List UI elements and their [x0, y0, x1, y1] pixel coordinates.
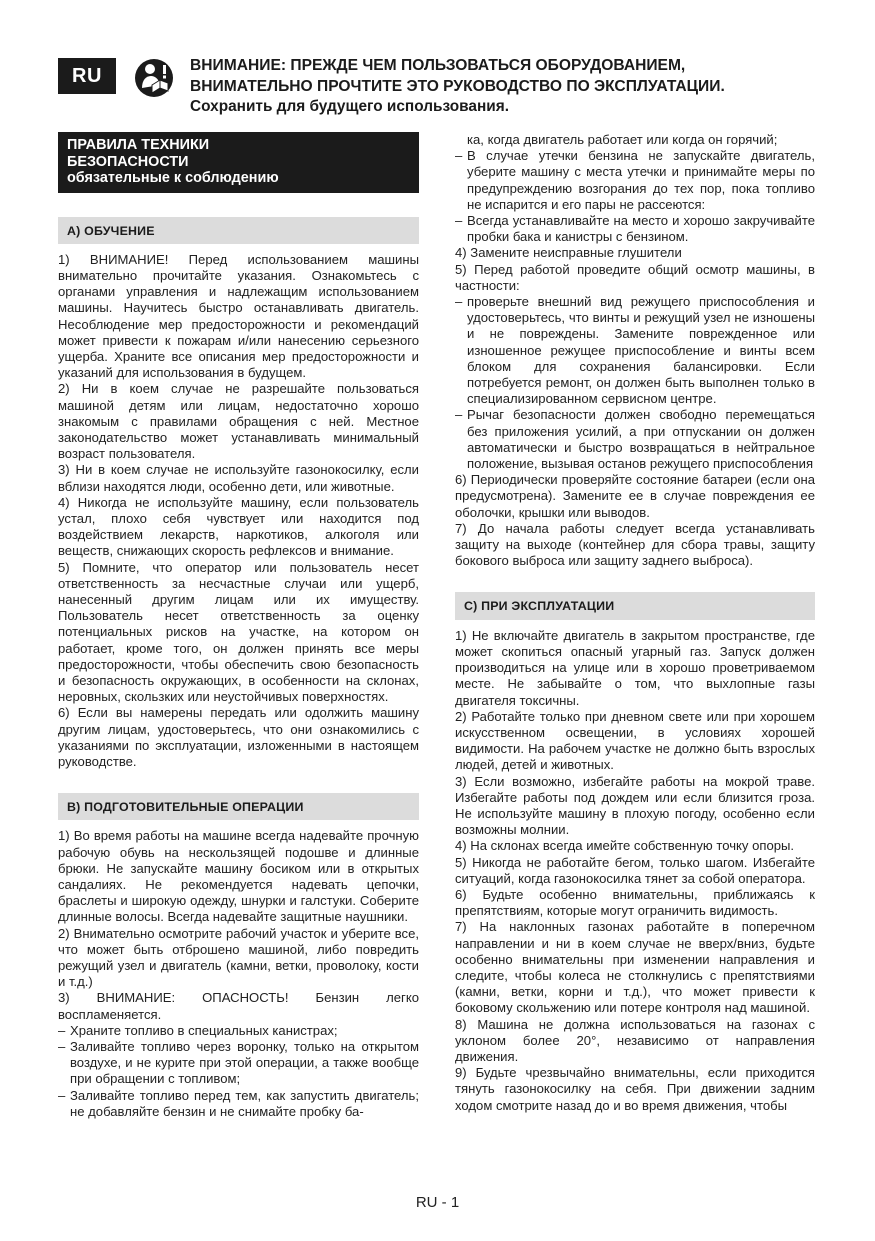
dash-item-b5-1: – проверьте внешний вид режущего приспособления и удостоверьтесь, что винты и режущий узел не изношены и не повреждены. Замените поврежденное или изношенное режущее приспособление и винты всем блоком для сохранения балансировки. Если потребуется ремонт, он должен быть выполнен только в специализированном сервисном центре. — [455, 294, 815, 407]
warning-line-3: Сохранить для будущего использования. — [190, 98, 509, 115]
warning-line-1: ВНИМАНИЕ: ПРЕЖДЕ ЧЕМ ПОЛЬЗОВАТЬСЯ ОБОРУДОВАНИЕМ, — [190, 57, 686, 74]
paragraph-c6: 6) Будьте особенно внимательны, приближаясь к препятствиям, которые могут ограничить видимость. — [455, 886, 815, 919]
paragraph-b2: 2) Внимательно осмотрите рабочий участок и уберите все, что может быть отброшено машиной, либо повредить режущий узел и двигатель (камни, ветки, проволоку, кости и т.д.) — [58, 925, 419, 990]
paragraph-c7: 7) На наклонных газонах работайте в поперечном направлении и ни в коем случае не вверх/вниз, будьте особенно внимательны при изменении направления и следите, чтобы колеса не столкнулись с препятствиями (камни, ветки, корни и т.д.), что может привести к боковому скольжению или потере контроля над машиной. — [455, 919, 815, 1016]
paragraph-c5: 5) Никогда не работайте бегом, только шагом. Избегайте ситуаций, когда газонокосилка тянет за собой оператора. — [455, 854, 815, 886]
warning-header — [190, 56, 830, 118]
safety-rules-title — [58, 132, 419, 193]
warning-line-2: ВНИМАТЕЛЬНО ПРОЧТИТЕ ЭТО РУКОВОДСТВО ПО ЭКСПЛУАТАЦИИ. — [190, 77, 725, 95]
paragraph-c4: 4) На склонах всегда имейте собственную точку опоры. — [455, 838, 795, 854]
right-column — [455, 132, 815, 1114]
paragraph-b4: 4) Замените неисправные глушители — [455, 245, 682, 261]
paragraph-a6: 6) Если вы намерены передать или одолжить машину другим лицам, удостоверьтесь, что они ознакомились с указаниями по эксплуатации, изложенными в настоящем руководстве. — [58, 705, 419, 769]
continued-text: ка, когда двигатель работает или когда он горячий; — [467, 132, 778, 147]
section-b-heading: B) ПОДГОТОВИТЕЛЬНЫЕ ОПЕРАЦИИ — [58, 793, 419, 820]
paragraph-a2: 2) Ни в коем случае не разрешайте пользоваться машиной детям или лицам, недостаточно хорошо знакомым с правилами обращения с ней. Местное законодательство может устанавливать минимальный возраст пользователя. — [58, 381, 419, 462]
dash-item-b3-1: – Храните топливо в специальных канистрах; — [58, 1023, 419, 1039]
paragraph-a4: 4) Никогда не используйте машину, если пользователь устал, плохо себя чувствует или находится под воздействием лекарств, наркотиков, алкоголя или веществ, снижающих скорость рефлексов и внимание. — [58, 494, 419, 559]
paragraph-c1: 1) Не включайте двигатель в закрытом пространстве, где может скопиться опасный угарный газ. Запуск должен производиться на улице или в хорошо проветриваемом месте. Не забывайте о том, что выхлопные газы двигателя токсичны. — [455, 627, 815, 708]
paragraph-a5: 5) Помните, что оператор или пользователь несет ответственность за несчастные случаи или ущерб, нанесенный другим лицам или их имуществу. Пользователь несет ответственность за оценку потенциальных рисков на участке, на котором он работает, кроме того, он должен принять все меры предосторожности, чтобы обеспечить свою безопасность и безопасность окружающих, в особенности на склонах, неровных, скользких или неустойчивых поверхностях. — [58, 559, 419, 705]
paragraph-b3: 3) ВНИМАНИЕ: ОПАСНОСТЬ! Бензин легко воспламеняется. — [58, 990, 419, 1022]
paragraph-c2: 2) Работайте только при дневном свете или при хорошем искусственном освещении, в условиях хорошей видимости. На рабочем участке не должно быть взрослых людей, детей и животных. — [455, 708, 815, 773]
paragraph-a1: 1) ВНИМАНИЕ! Перед использованием машины внимательно прочитайте указания. Ознакомьтесь с органами управления и надлежащим использованием машины. Научитесь быстро останавливать двигатель. Несоблюдение мер предосторожности и рекомендаций может привести к пожарам и/или нанесению серьезного ущерба. Храните все описания мер предосторожности и указаний для использования в будущем. — [58, 251, 419, 381]
left-column — [58, 132, 419, 1120]
title-line-2: БЕЗОПАСНОСТИ — [67, 153, 189, 170]
paragraph-c8: 8) Машина не должна использоваться на газонах с уклоном более 20°, независимо от направления движения. — [455, 1016, 815, 1064]
paragraph-b1: 1) Во время работы на машине всегда надевайте прочную рабочую обувь на нескользящей подошве и длинные брюки. Не запускайте машину босиком или в открытых сандалиях. Не рекомендуется надевать цепочки, браслеты и широкую одежду, шнурки и галстуки. Соберите длинные волосы. Всегда надевайте защитные наушники. — [58, 828, 419, 925]
paragraph-a3: 3) Ни в коем случае не используйте газонокосилку, если вблизи находятся люди, особенно дети, или животные. — [58, 462, 419, 494]
paragraph-c9: 9) Будьте чрезвычайно внимательны, если приходится тянуть газонокосилку на себя. При движении задним ходом смотрите назад до и во время движения, чтобы — [455, 1065, 815, 1113]
dash-item-b5-2: – Рычаг безопасности должен свободно перемещаться без приложения усилий, а при отпускании он должен автоматически и быстро возвращаться в нейтральное положение, вызывая останов режущего приспособления — [455, 407, 815, 472]
title-line-3: обязательные к соблюдению — [67, 170, 279, 186]
dash-item-b3-5: – Всегда устанавливайте на место и хорошо закручивайте пробки бака и канистры с бензином. — [455, 213, 815, 245]
paragraph-c3: 3) Если возможно, избегайте работы на мокрой траве. Избегайте работы под дождем или если близится гроза. Не используйте машину в плохую погоду, особенно если возможны молнии. — [455, 773, 815, 838]
language-badge: RU — [58, 58, 116, 94]
section-c-heading: C) ПРИ ЭКСПЛУАТАЦИИ — [455, 592, 815, 619]
paragraph-b5: 5) Перед работой проведите общий осмотр машины, в частности: — [455, 261, 815, 293]
section-a-heading: A) ОБУЧЕНИЕ — [58, 217, 419, 244]
paragraph-b6: 6) Периодически проверяйте состояние батареи (если она предусмотрена). Замените ее в случае повреждения ее оболочки, крышки или выводов. — [455, 472, 815, 520]
read-manual-icon — [134, 58, 174, 98]
page-number: RU - 1 — [415, 1194, 460, 1211]
dash-item-b3-2: – Заливайте топливо через воронку, только на открытом воздухе, и не курите при этой операции, а также вообще при обращении с топливом; — [58, 1039, 419, 1088]
title-line-1: ПРАВИЛА ТЕХНИКИ — [67, 137, 210, 153]
paragraph-b7: 7) До начала работы следует всегда устанавливать защиту на выходе (контейнер для сбора травы, защиту бокового выброса или защиту заднего выброса). — [455, 520, 815, 569]
dash-item-b3-3: – Заливайте топливо перед тем, как запустить двигатель; не добавляйте бензин и не снимайте пробку ба- — [58, 1088, 419, 1120]
dash-item-b3-4: – В случае утечки бензина не запускайте двигатель, уберите машину с места утечки и принимайте меры по предупреждению возгорания до тех пор, пока топливо не испарится и его пары не рассеются: — [455, 148, 815, 213]
